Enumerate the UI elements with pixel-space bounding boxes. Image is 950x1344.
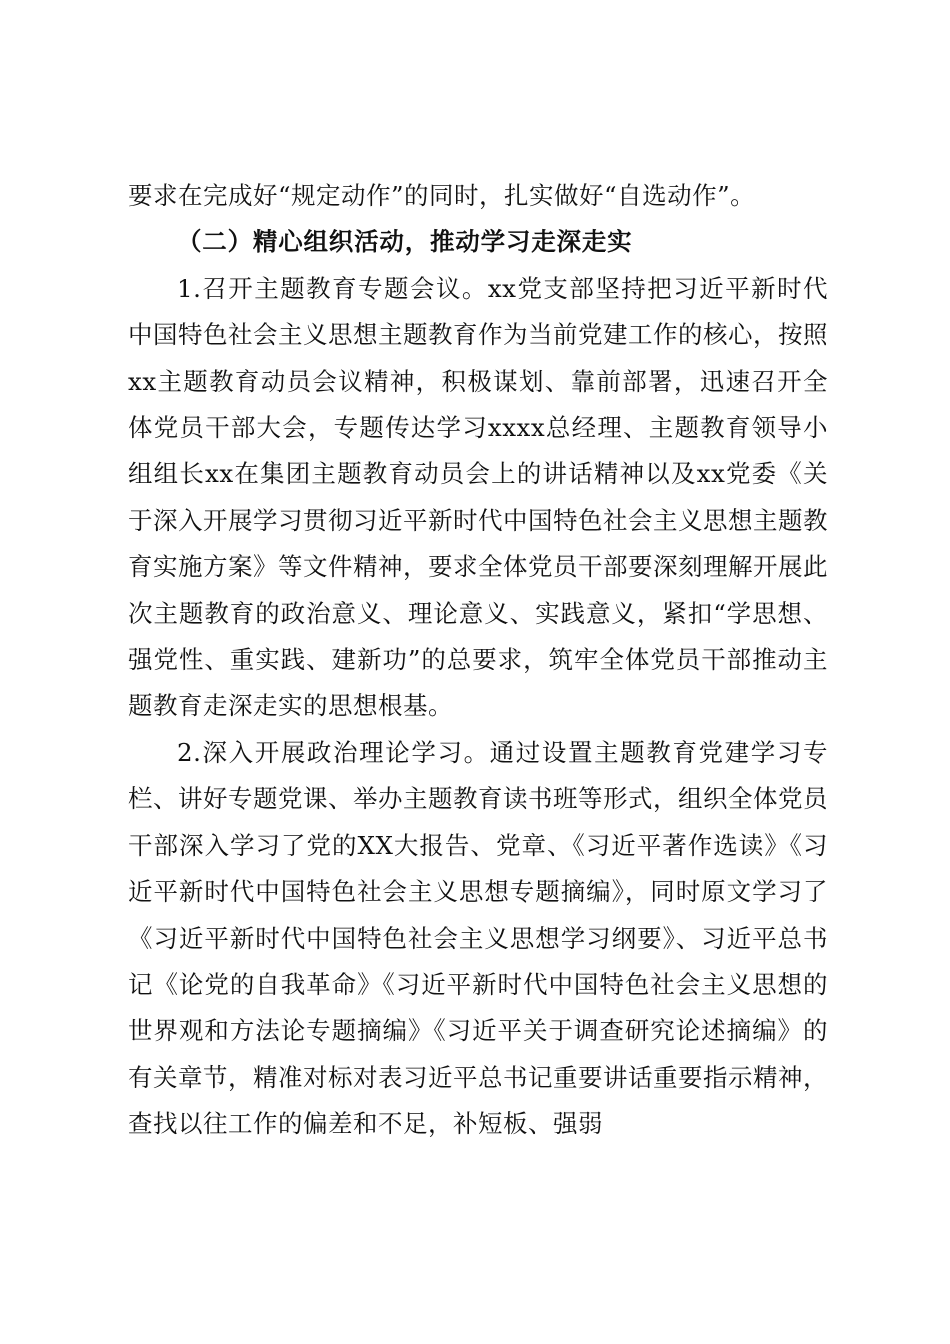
document-body [128,173,828,1148]
paragraph-2: 2.深入开展政治理论学习。通过设置主题教育党建学习专栏、讲好专题党课、举办主题教育读书班等形式，组织全体党员干部深入学习了党的XX大报告、党章、《习近平著作选读》《习近平新时代中国特色社会主义思想专题摘编》，同时原文学习了《习近平新时代中国特色社会主义思想学习纲要》、习近平总书记《论党的自我革命》《习近平新时代中国特色社会主义思想的世界观和方法论专题摘编》《习近平关于调查研究论述摘编》的有关章节，精准对标对表习近平总书记重要讲话重要指示精神，查找以往工作的偏差和不足，补短板、强弱 [128,737,828,1139]
continued-paragraph: 要求在完成好“规定动作”的同时，扎实做好“自选动作”。 [128,181,756,210]
section-heading: （二）精心组织活动，推动学习走深走实 [177,227,633,257]
paragraph-1: 1.召开主题教育专题会议。xx党支部坚持把习近平新时代中国特色社会主义思想主题教育作为当前党建工作的核心，按照xx主题教育动员会议精神，积极谋划、靠前部署，迅速召开全体党员干部大会，专题传达学习xxxx总经理、主题教育领导小组组长xx在集团主题教育动员会上的讲话精神以及xx党委《关于深入开展学习贯彻习近平新时代中国特色社会主义思想主题教育实施方案》等文件精神，要求全体党员干部要深刻理解开展此次主题教育的政治意义、理论意义、实践意义，紧扣“学思想、强党性、重实践、建新功”的总要求，筑牢全体党员干部推动主题教育走深走实的思想根基。 [128,273,828,721]
